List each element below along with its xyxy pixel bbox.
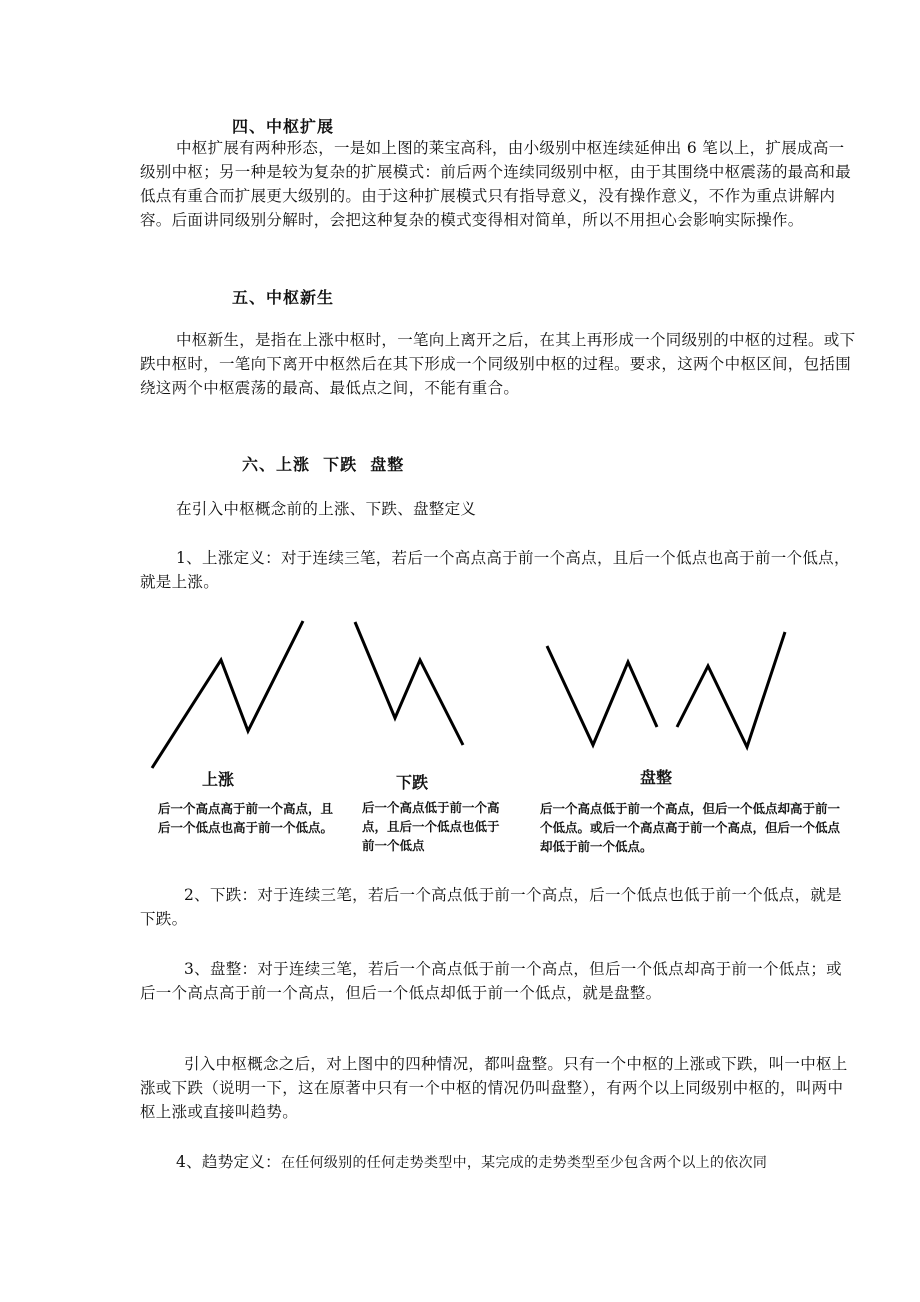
rise-caption: 后一个高点高于前一个高点，且后一个低点也高于前一个低点。 <box>158 801 334 835</box>
fall-definition: 2、下跌：对于连续三笔，若后一个高点低于前一个高点，后一个低点也低于前一个低点，就是下跌。 <box>140 886 842 928</box>
section5-heading: 五、中枢新生 <box>232 288 335 307</box>
trend-figure <box>140 610 860 860</box>
trend-definition <box>176 1150 767 1175</box>
trend-definition-prefix: 4、趋势定义： <box>176 1153 281 1171</box>
section4-body: 中枢扩展有两种形态，一是如上图的莱宝高科，由小级别中枢连续延伸出 6 笔以上，扩展成高一级别中枢；另一种是较为复杂的扩展模式：前后两个连续同级别中枢，由于其围绕中枢震荡的最高和最低点有重合而扩展更大级别的。由于这种扩展模式只有指导意义，没有操作意义，不作为重点讲解内容。后面讲同级别分解时，会把这种复杂的模式变得相对简单，所以不用担心会影响实际操作。 <box>140 139 852 229</box>
rise-zigzag <box>152 621 303 768</box>
range-label: 盘整 <box>640 768 673 787</box>
range-definition: 3、盘整：对于连续三笔，若后一个高点低于前一个高点，但后一个低点却高于前一个低点；或后一个高点高于前一个高点，但后一个低点却低于前一个低点，就是盘整。 <box>140 960 842 1002</box>
section6-intro: 在引入中枢概念前的上涨、下跌、盘整定义 <box>176 500 477 518</box>
range-zigzag-1 <box>547 646 657 745</box>
trend-definition-text: 在任何级别的任何走势类型中，某完成的走势类型至少包含两个以上的依次同 <box>280 1155 768 1171</box>
after-hub-paragraph: 引入中枢概念之后，对上图中的四种情况，都叫盘整。只有一个中枢的上涨或下跌，叫一中枢上涨或下跌（说明一下，这在原著中只有一个中枢的情况仍叫盘整），有两个以上同级别中枢的，叫两中枢上涨或直接叫趋势。 <box>140 1055 848 1121</box>
rise-definition: 1、上涨定义：对于连续三笔，若后一个高点高于前一个高点，且后一个低点也高于前一个低点，就是上涨。 <box>140 549 850 591</box>
range-caption: 后一个高点低于前一个高点，但后一个低点却高于前一个低点。或后一个高点高于前一个高点，但后一个低点却低于前一个低点。 <box>540 801 841 854</box>
section4-heading: 四、中枢扩展 <box>232 117 335 136</box>
section5-body: 中枢新生，是指在上涨中枢时，一笔向上离开之后，在其上再形成一个同级别的中枢的过程。或下跌中枢时，一笔向下离开中枢然后在其下形成一个同级别中枢的过程。要求，这两个中枢区间，包括围绕这两个中枢震荡的最高、最低点之间，不能有重合。 <box>140 331 856 397</box>
range-zigzag-2 <box>677 632 785 747</box>
rise-label: 上涨 <box>202 770 235 789</box>
section6-heading: 六、上涨 下跌 盘整 <box>242 455 405 474</box>
fall-zigzag <box>355 622 463 745</box>
fall-caption: 后一个高点低于前一个高点，且后一个低点也低于前一个低点 <box>362 800 500 853</box>
fall-label: 下跌 <box>396 773 429 792</box>
